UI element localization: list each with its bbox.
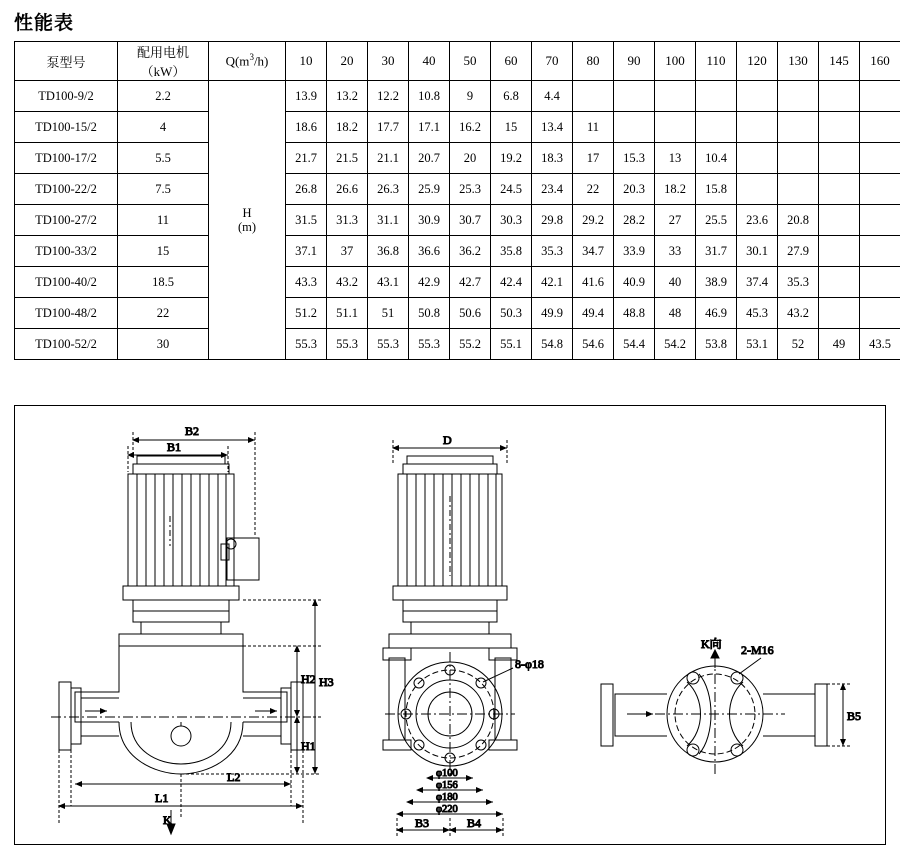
- cell-head: [819, 267, 860, 298]
- header-flow-130: 130: [778, 42, 819, 81]
- cell-head: 42.1: [532, 267, 573, 298]
- cell-head: 25.5: [696, 205, 737, 236]
- cell-head: [860, 267, 900, 298]
- cell-head: [778, 143, 819, 174]
- header-flow-120: 120: [737, 42, 778, 81]
- cell-head: 18.3: [532, 143, 573, 174]
- cell-head: 20: [450, 143, 491, 174]
- header-flow-90: 90: [614, 42, 655, 81]
- table-row: [15, 81, 900, 112]
- table-row: [15, 236, 900, 267]
- header-flow-30: 30: [368, 42, 409, 81]
- cell-head: 54.2: [655, 329, 696, 360]
- cell-head: 19.2: [491, 143, 532, 174]
- label-h3: H3: [319, 675, 334, 689]
- cell-power: 30: [118, 329, 209, 360]
- cell-head: 9: [450, 81, 491, 112]
- label-b4: B4: [467, 816, 481, 830]
- header-flow-80: 80: [573, 42, 614, 81]
- cell-head: 48: [655, 298, 696, 329]
- label-phi220: φ220: [436, 804, 458, 815]
- cell-head: 18.2: [655, 174, 696, 205]
- cell-head: 43.2: [327, 267, 368, 298]
- cell-head: 43.2: [778, 298, 819, 329]
- cell-head: 54.4: [614, 329, 655, 360]
- cell-head: [737, 81, 778, 112]
- cell-head: 37.4: [737, 267, 778, 298]
- header-flow-70: 70: [532, 42, 573, 81]
- label-k: K: [163, 813, 172, 827]
- cell-head: [819, 236, 860, 267]
- cell-head: 37.1: [286, 236, 327, 267]
- cell-head: 12.2: [368, 81, 409, 112]
- cell-head: 10.4: [696, 143, 737, 174]
- header-power-line1: 配用电机: [119, 42, 207, 61]
- cell-head: [696, 112, 737, 143]
- header-flow-160: 160: [860, 42, 900, 81]
- cell-power: 7.5: [118, 174, 209, 205]
- cell-head: [778, 112, 819, 143]
- label-l2: L2: [227, 770, 240, 784]
- dimension-drawing-panel: [14, 405, 886, 845]
- cell-head: 55.3: [286, 329, 327, 360]
- cell-head: [860, 112, 900, 143]
- cell-model: TD100-9/2: [15, 81, 118, 112]
- cell-head: [860, 174, 900, 205]
- cell-head: 53.8: [696, 329, 737, 360]
- cell-head: 23.4: [532, 174, 573, 205]
- cell-power: 18.5: [118, 267, 209, 298]
- cell-head: 51.2: [286, 298, 327, 329]
- label-b1: B1: [167, 440, 181, 454]
- cell-head: 30.1: [737, 236, 778, 267]
- cell-head: [655, 112, 696, 143]
- cell-head: 50.6: [450, 298, 491, 329]
- cell-head: [573, 81, 614, 112]
- cell-head: 41.6: [573, 267, 614, 298]
- cell-head: 16.2: [450, 112, 491, 143]
- cell-head: 20.3: [614, 174, 655, 205]
- cell-power: 22: [118, 298, 209, 329]
- cell-head: 11: [573, 112, 614, 143]
- cell-head: [737, 112, 778, 143]
- cell-head: 27.9: [778, 236, 819, 267]
- cell-head: 21.5: [327, 143, 368, 174]
- cell-head: [778, 174, 819, 205]
- head-label-m: (m): [210, 220, 284, 234]
- cell-head: 17: [573, 143, 614, 174]
- table-row: [15, 174, 900, 205]
- cell-head: 15.3: [614, 143, 655, 174]
- cell-head: 55.3: [327, 329, 368, 360]
- table-row: [15, 267, 900, 298]
- cell-head: 30.9: [409, 205, 450, 236]
- cell-head: 40.9: [614, 267, 655, 298]
- cell-head: 37: [327, 236, 368, 267]
- cell-head: 46.9: [696, 298, 737, 329]
- head-label-h: H: [210, 206, 284, 220]
- table-row: [15, 329, 900, 360]
- head-unit-label: [209, 81, 286, 360]
- cell-head: 20.8: [778, 205, 819, 236]
- cell-power: 11: [118, 205, 209, 236]
- cell-head: 21.1: [368, 143, 409, 174]
- cell-head: 22: [573, 174, 614, 205]
- cell-head: 35.3: [532, 236, 573, 267]
- label-d: D: [443, 433, 452, 447]
- cell-head: 26.6: [327, 174, 368, 205]
- cell-head: 10.8: [409, 81, 450, 112]
- cell-head: 54.6: [573, 329, 614, 360]
- cell-head: 38.9: [696, 267, 737, 298]
- pump-dimension-drawing: [15, 406, 885, 844]
- cell-model: TD100-33/2: [15, 236, 118, 267]
- label-phi156: φ156: [436, 780, 458, 791]
- cell-model: TD100-27/2: [15, 205, 118, 236]
- cell-head: 20.7: [409, 143, 450, 174]
- cell-head: 51.1: [327, 298, 368, 329]
- cell-head: 13.4: [532, 112, 573, 143]
- cell-head: 30.7: [450, 205, 491, 236]
- cell-head: 18.6: [286, 112, 327, 143]
- label-b3: B3: [415, 816, 429, 830]
- header-flow-10: 10: [286, 42, 327, 81]
- header-flow-110: 110: [696, 42, 737, 81]
- header-flow-20: 20: [327, 42, 368, 81]
- label-l1: L1: [155, 791, 168, 805]
- table-row: [15, 205, 900, 236]
- cell-head: [614, 81, 655, 112]
- cell-head: 29.2: [573, 205, 614, 236]
- cell-head: 42.7: [450, 267, 491, 298]
- cell-head: 34.7: [573, 236, 614, 267]
- header-flow: $Q(m^3/h)$: [209, 42, 286, 81]
- label-h2: H2: [301, 672, 316, 686]
- label-phi180: φ180: [436, 792, 458, 803]
- cell-head: 18.2: [327, 112, 368, 143]
- label-b5: B5: [847, 709, 861, 723]
- cell-power: 5.5: [118, 143, 209, 174]
- cell-head: 17.1: [409, 112, 450, 143]
- header-power: [118, 42, 209, 81]
- cell-head: [737, 143, 778, 174]
- cell-head: 35.8: [491, 236, 532, 267]
- cell-head: [614, 112, 655, 143]
- cell-head: [860, 143, 900, 174]
- header-flow-100: 100: [655, 42, 696, 81]
- cell-head: 31.5: [286, 205, 327, 236]
- label-h1: H1: [301, 739, 316, 753]
- cell-head: 48.8: [614, 298, 655, 329]
- cell-head: 26.8: [286, 174, 327, 205]
- cell-head: 23.6: [737, 205, 778, 236]
- cell-head: 27: [655, 205, 696, 236]
- cell-head: 43.5: [860, 329, 900, 360]
- cell-head: 50.8: [409, 298, 450, 329]
- cell-head: [860, 81, 900, 112]
- cell-head: [696, 81, 737, 112]
- cell-head: 45.3: [737, 298, 778, 329]
- cell-head: [860, 298, 900, 329]
- performance-table-wrapper: [14, 41, 886, 360]
- cell-head: 54.8: [532, 329, 573, 360]
- cell-model: TD100-15/2: [15, 112, 118, 143]
- page-title: 性能表: [14, 8, 900, 35]
- label-phi100: φ100: [436, 768, 458, 779]
- cell-head: 49.9: [532, 298, 573, 329]
- cell-power: 4: [118, 112, 209, 143]
- cell-head: 55.3: [409, 329, 450, 360]
- performance-table: [14, 41, 900, 360]
- cell-head: 13.9: [286, 81, 327, 112]
- cell-head: 52: [778, 329, 819, 360]
- cell-head: 36.2: [450, 236, 491, 267]
- label-b2: B2: [185, 424, 199, 438]
- table-header-row: [15, 42, 900, 81]
- cell-head: 21.7: [286, 143, 327, 174]
- cell-head: 25.3: [450, 174, 491, 205]
- cell-head: 43.1: [368, 267, 409, 298]
- cell-head: 55.2: [450, 329, 491, 360]
- cell-head: 28.2: [614, 205, 655, 236]
- cell-head: [860, 205, 900, 236]
- cell-head: 49.4: [573, 298, 614, 329]
- cell-head: 15: [491, 112, 532, 143]
- header-flow-50: 50: [450, 42, 491, 81]
- cell-head: 31.7: [696, 236, 737, 267]
- cell-head: 35.3: [778, 267, 819, 298]
- cell-head: 13.2: [327, 81, 368, 112]
- cell-head: 15.8: [696, 174, 737, 205]
- label-k-view: K向: [701, 637, 722, 651]
- cell-head: 4.4: [532, 81, 573, 112]
- cell-head: 31.1: [368, 205, 409, 236]
- cell-head: [819, 205, 860, 236]
- cell-power: 15: [118, 236, 209, 267]
- cell-head: [819, 112, 860, 143]
- cell-head: [819, 298, 860, 329]
- header-flow-40: 40: [409, 42, 450, 81]
- cell-head: 33: [655, 236, 696, 267]
- header-flow-145: 145: [819, 42, 860, 81]
- table-body: [15, 81, 900, 360]
- cell-head: [819, 81, 860, 112]
- cell-head: [778, 81, 819, 112]
- cell-head: 25.9: [409, 174, 450, 205]
- table-header: [15, 42, 900, 81]
- header-model: 泵型号: [15, 42, 118, 81]
- cell-model: TD100-17/2: [15, 143, 118, 174]
- label-holes: 8-φ18: [515, 657, 544, 671]
- cell-head: [819, 174, 860, 205]
- cell-head: 42.9: [409, 267, 450, 298]
- label-bolts: 2-M16: [741, 643, 774, 657]
- cell-head: [819, 143, 860, 174]
- cell-head: [655, 81, 696, 112]
- cell-head: 55.1: [491, 329, 532, 360]
- header-flow-60: 60: [491, 42, 532, 81]
- cell-head: 13: [655, 143, 696, 174]
- cell-head: 29.8: [532, 205, 573, 236]
- cell-head: 55.3: [368, 329, 409, 360]
- cell-head: 53.1: [737, 329, 778, 360]
- cell-head: 36.6: [409, 236, 450, 267]
- cell-head: 17.7: [368, 112, 409, 143]
- cell-head: [737, 174, 778, 205]
- cell-head: 26.3: [368, 174, 409, 205]
- cell-head: [860, 236, 900, 267]
- cell-head: 51: [368, 298, 409, 329]
- cell-head: 24.5: [491, 174, 532, 205]
- cell-head: 33.9: [614, 236, 655, 267]
- cell-head: 40: [655, 267, 696, 298]
- cell-power: 2.2: [118, 81, 209, 112]
- cell-head: 31.3: [327, 205, 368, 236]
- table-row: [15, 298, 900, 329]
- cell-head: 30.3: [491, 205, 532, 236]
- cell-head: 36.8: [368, 236, 409, 267]
- cell-model: TD100-48/2: [15, 298, 118, 329]
- cell-head: 6.8: [491, 81, 532, 112]
- cell-model: TD100-22/2: [15, 174, 118, 205]
- cell-head: 43.3: [286, 267, 327, 298]
- table-row: [15, 143, 900, 174]
- cell-model: TD100-40/2: [15, 267, 118, 298]
- cell-model: TD100-52/2: [15, 329, 118, 360]
- table-row: [15, 112, 900, 143]
- cell-head: 49: [819, 329, 860, 360]
- header-power-line2: （kW）: [119, 61, 207, 80]
- cell-head: 42.4: [491, 267, 532, 298]
- cell-head: 50.3: [491, 298, 532, 329]
